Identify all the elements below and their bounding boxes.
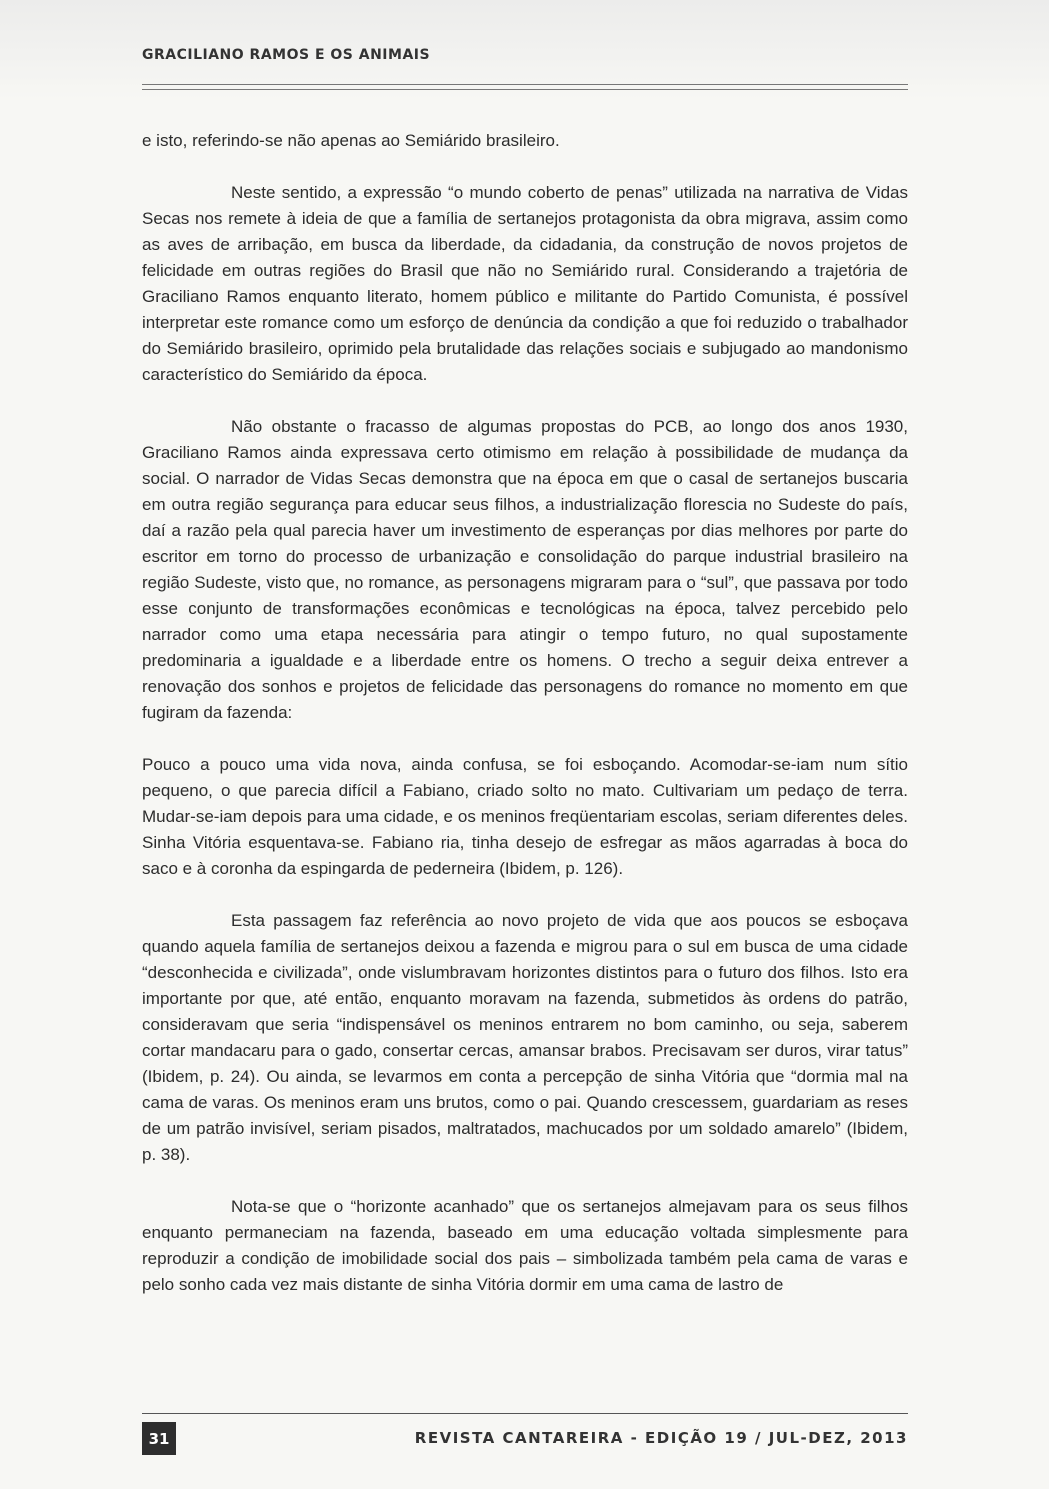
paragraph-continuation: e isto, referindo-se não apenas ao Semiárido brasileiro. bbox=[142, 131, 560, 150]
header-rule-top bbox=[142, 84, 908, 85]
paragraph: Esta passagem faz referência ao novo projeto de vida que aos poucos se esboçava quando aquela família de sertanejos deixou a fazenda e migrou para o sul em busca de uma cidade “desconhecida e civilizada”, onde vislumbravam horizontes distintos para o futuro dos filhos. Isto era importante por que, até então, enquanto moravam na fazenda, submetidos às ordens do patrão, consideravam que seria “indispensável os meninos entrarem no bom caminho, ou seja, saberem cortar mandacaru para o gado, consertar cercas, amansar brabos. Precisavam ser duros, virar tatus” (Ibidem, p. 24). Ou ainda, se levarmos em conta a percepção de sinha Vitória que “dormia mal na cama de varas. Os meninos eram uns brutos, como o pai. Quando crescessem, guardariam as reses de um patrão invisível, seriam pisados, maltratados, machucados por um soldado amarelo” (Ibidem, p. 38). bbox=[142, 911, 908, 1164]
header-rule-bottom bbox=[142, 89, 908, 90]
running-header-title: GRACILIANO RAMOS E OS ANIMAIS bbox=[142, 47, 431, 63]
paragraph: Nota-se que o “horizonte acanhado” que os sertanejos almejavam para os seus filhos enquanto permaneciam na fazenda, baseado em uma educação voltada simplesmente para reproduzir a condição de imobilidade social dos pais – simbolizada também pela cama de varas e pelo sonho cada vez mais distante de sinha Vitória dormir em uma cama de lastro de bbox=[142, 1197, 908, 1294]
page-number: 31 bbox=[142, 1422, 176, 1455]
paragraph: Não obstante o fracasso de algumas propostas do PCB, ao longo dos anos 1930, Graciliano Ramos ainda expressava certo otimismo em relação à possibilidade de mudança da social. O narrador de Vidas Secas demonstra que na época em que o casal de sertanejos buscaria em outra região segurança para educar seus filhos, a industrialização florescia no Sudeste do país, daí a razão pela qual parecia haver um investimento de esperanças por dias melhores por parte do escritor em torno do processo de urbanização e consolidação do parque industrial brasileiro na região Sudeste, visto que, no romance, as personagens migraram para o “sul”, que passava por todo esse conjunto de transformações econômicas e tecnológicas na época, talvez percebido pelo narrador como uma etapa necessária para atingir o tempo futuro, no qual supostamente predominaria a igualdade e a liberdade entre os homens. O trecho a seguir deixa entrever a renovação dos sonhos e projetos de felicidade das personagens do romance no momento em que fugiram da fazenda: bbox=[142, 417, 908, 722]
footer-rule bbox=[142, 1413, 908, 1414]
paragraph: Neste sentido, a expressão “o mundo coberto de penas” utilizada na narrativa de Vidas Secas nos remete à ideia de que a família de sertanejos protagonista da obra migrava, assim como as aves de arribação, em busca da liberdade, da cidadania, da construção de novos projetos de felicidade em outras regiões do Brasil que não no Semiárido rural. Considerando a trajetória de Graciliano Ramos enquanto literato, homem público e militante do Partido Comunista, é possível interpretar este romance como um esforço de denúncia da condição a que foi reduzido o trabalhador do Semiárido brasileiro, oprimido pela brutalidade das relações sociais e subjugado ao mandonismo característico do Semiárido da época. bbox=[142, 183, 908, 384]
article-body bbox=[142, 128, 908, 1324]
block-quote: Pouco a pouco uma vida nova, ainda confusa, se foi esboçando. Acomodar-se-iam num sítio pequeno, o que parecia difícil a Fabiano, criado solto no mato. Cultivariam um pedaço de terra. Mudar-se-iam depois para uma cidade, e os meninos freqüentariam escolas, seriam diferentes deles. Sinha Vitória esquentava-se. Fabiano ria, tinha desejo de esfregar as mãos agarradas à boca do saco e à coronha da espingarda de pederneira (Ibidem, p. 126). bbox=[142, 755, 908, 878]
journal-footer: REVISTA CANTAREIRA - EDIÇÃO 19 / JUL-DEZ, 2013 bbox=[414, 1429, 908, 1447]
